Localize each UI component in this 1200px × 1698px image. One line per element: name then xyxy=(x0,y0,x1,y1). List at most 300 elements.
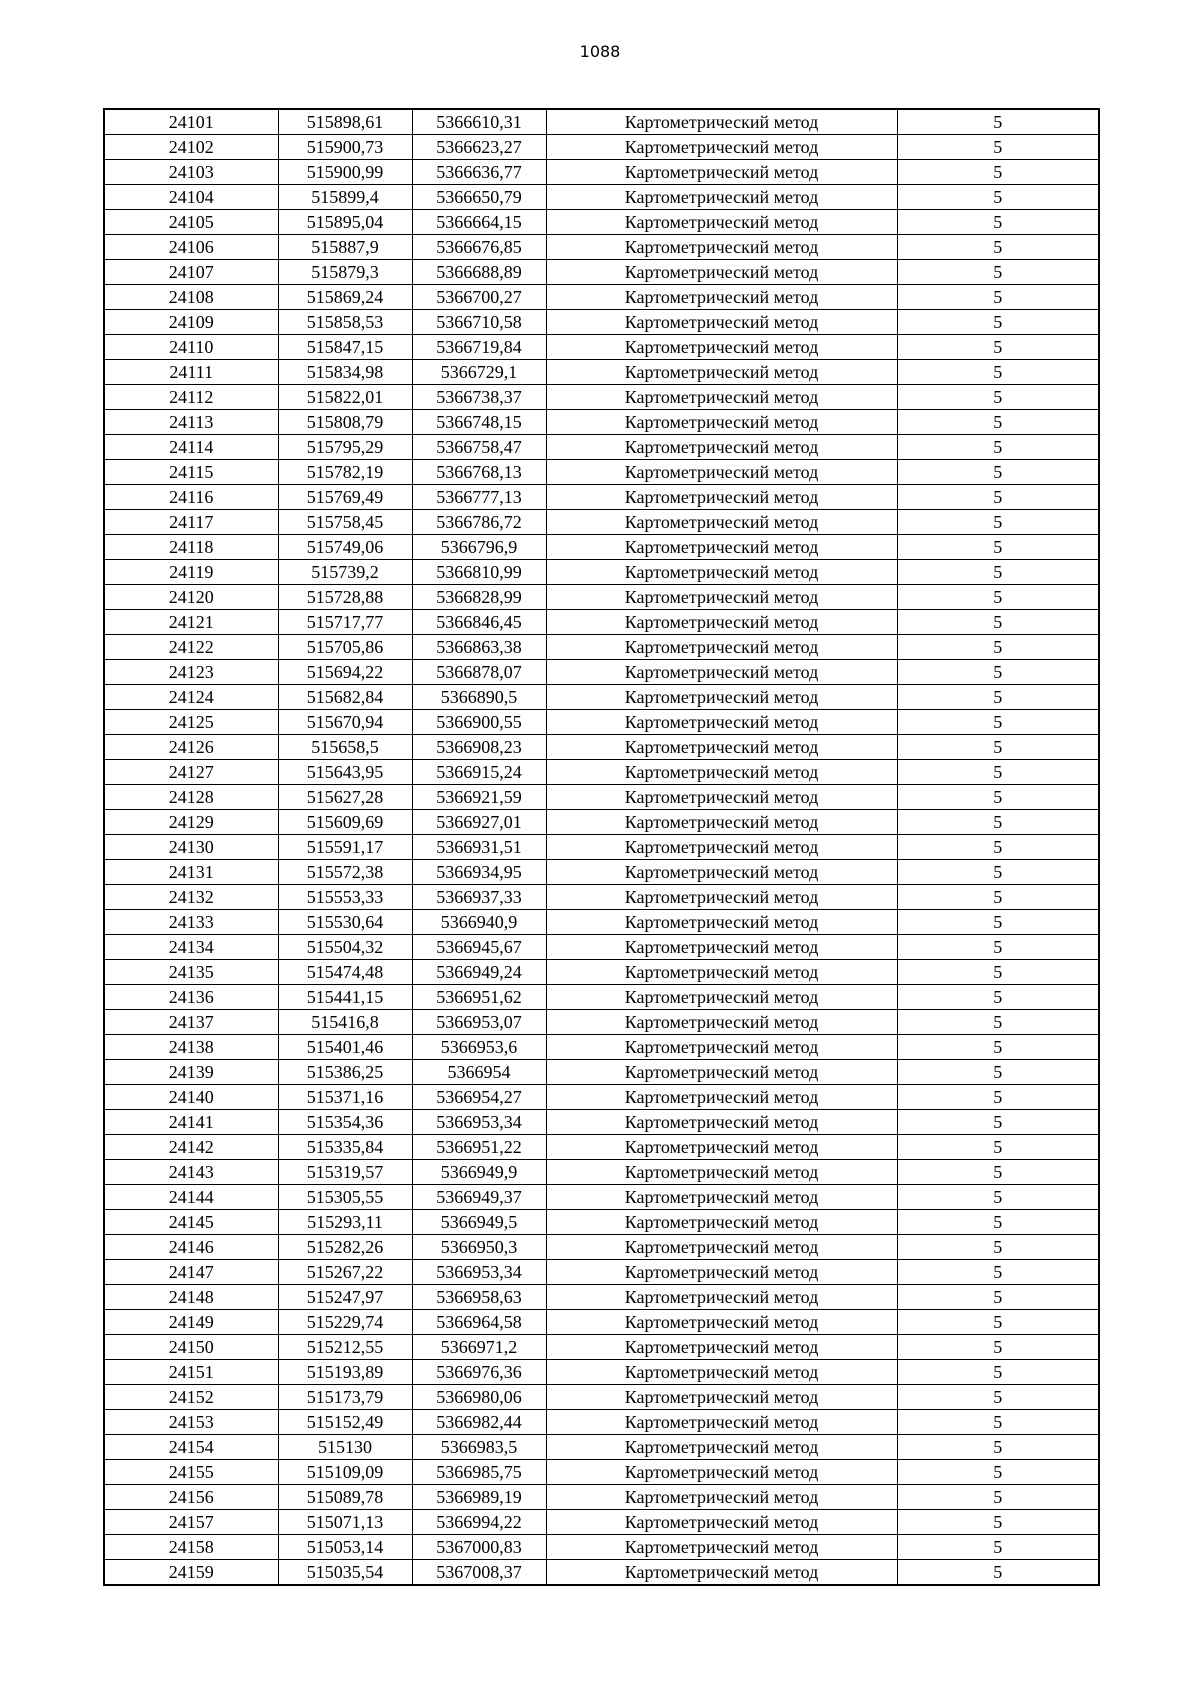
method-cell: Картометрический метод xyxy=(546,910,897,935)
table-row xyxy=(104,185,1099,210)
table-row xyxy=(104,485,1099,510)
table-row xyxy=(104,1385,1099,1410)
y-coordinate-cell: 5366953,07 xyxy=(412,1010,546,1035)
x-coordinate-cell: 515694,22 xyxy=(278,660,412,685)
accuracy-cell: 5 xyxy=(897,235,1099,260)
table-row xyxy=(104,1285,1099,1310)
table-row xyxy=(104,1235,1099,1260)
x-coordinate-cell: 515371,16 xyxy=(278,1085,412,1110)
accuracy-cell: 5 xyxy=(897,560,1099,585)
table-row xyxy=(104,1035,1099,1060)
y-coordinate-cell: 5366949,5 xyxy=(412,1210,546,1235)
method-cell: Картометрический метод xyxy=(546,1385,897,1410)
x-coordinate-cell: 515808,79 xyxy=(278,410,412,435)
method-cell: Картометрический метод xyxy=(546,1285,897,1310)
method-cell: Картометрический метод xyxy=(546,635,897,660)
point-number-cell: 24151 xyxy=(104,1360,278,1385)
y-coordinate-cell: 5366953,6 xyxy=(412,1035,546,1060)
method-cell: Картометрический метод xyxy=(546,1185,897,1210)
x-coordinate-cell: 515749,06 xyxy=(278,535,412,560)
x-coordinate-cell: 515769,49 xyxy=(278,485,412,510)
x-coordinate-cell: 515089,78 xyxy=(278,1485,412,1510)
y-coordinate-cell: 5366951,22 xyxy=(412,1135,546,1160)
method-cell: Картометрический метод xyxy=(546,1060,897,1085)
table-row xyxy=(104,460,1099,485)
coordinates-table xyxy=(103,108,1100,1586)
point-number-cell: 24159 xyxy=(104,1560,278,1586)
table-row xyxy=(104,885,1099,910)
accuracy-cell: 5 xyxy=(897,1535,1099,1560)
point-number-cell: 24142 xyxy=(104,1135,278,1160)
table-row xyxy=(104,235,1099,260)
y-coordinate-cell: 5366980,06 xyxy=(412,1385,546,1410)
accuracy-cell: 5 xyxy=(897,1110,1099,1135)
y-coordinate-cell: 5366976,36 xyxy=(412,1360,546,1385)
point-number-cell: 24154 xyxy=(104,1435,278,1460)
y-coordinate-cell: 5366758,47 xyxy=(412,435,546,460)
table-row xyxy=(104,210,1099,235)
accuracy-cell: 5 xyxy=(897,109,1099,135)
table-row xyxy=(104,685,1099,710)
accuracy-cell: 5 xyxy=(897,935,1099,960)
y-coordinate-cell: 5366878,07 xyxy=(412,660,546,685)
x-coordinate-cell: 515293,11 xyxy=(278,1210,412,1235)
x-coordinate-cell: 515173,79 xyxy=(278,1385,412,1410)
x-coordinate-cell: 515900,99 xyxy=(278,160,412,185)
method-cell: Картометрический метод xyxy=(546,885,897,910)
point-number-cell: 24110 xyxy=(104,335,278,360)
x-coordinate-cell: 515899,4 xyxy=(278,185,412,210)
y-coordinate-cell: 5366949,9 xyxy=(412,1160,546,1185)
point-number-cell: 24157 xyxy=(104,1510,278,1535)
accuracy-cell: 5 xyxy=(897,660,1099,685)
accuracy-cell: 5 xyxy=(897,760,1099,785)
method-cell: Картометрический метод xyxy=(546,810,897,835)
accuracy-cell: 5 xyxy=(897,1010,1099,1035)
y-coordinate-cell: 5366664,15 xyxy=(412,210,546,235)
accuracy-cell: 5 xyxy=(897,1060,1099,1085)
x-coordinate-cell: 515591,17 xyxy=(278,835,412,860)
accuracy-cell: 5 xyxy=(897,1410,1099,1435)
table-row xyxy=(104,760,1099,785)
point-number-cell: 24128 xyxy=(104,785,278,810)
accuracy-cell: 5 xyxy=(897,1335,1099,1360)
point-number-cell: 24124 xyxy=(104,685,278,710)
accuracy-cell: 5 xyxy=(897,535,1099,560)
y-coordinate-cell: 5366688,89 xyxy=(412,260,546,285)
accuracy-cell: 5 xyxy=(897,1285,1099,1310)
accuracy-cell: 5 xyxy=(897,1035,1099,1060)
method-cell: Картометрический метод xyxy=(546,510,897,535)
point-number-cell: 24115 xyxy=(104,460,278,485)
table-row xyxy=(104,1210,1099,1235)
y-coordinate-cell: 5366700,27 xyxy=(412,285,546,310)
point-number-cell: 24153 xyxy=(104,1410,278,1435)
x-coordinate-cell: 515109,09 xyxy=(278,1460,412,1485)
x-coordinate-cell: 515822,01 xyxy=(278,385,412,410)
table-row xyxy=(104,910,1099,935)
table-row xyxy=(104,1160,1099,1185)
x-coordinate-cell: 515416,8 xyxy=(278,1010,412,1035)
y-coordinate-cell: 5366949,37 xyxy=(412,1185,546,1210)
method-cell: Картометрический метод xyxy=(546,1460,897,1485)
y-coordinate-cell: 5366989,19 xyxy=(412,1485,546,1510)
point-number-cell: 24138 xyxy=(104,1035,278,1060)
method-cell: Картометрический метод xyxy=(546,1360,897,1385)
x-coordinate-cell: 515319,57 xyxy=(278,1160,412,1185)
accuracy-cell: 5 xyxy=(897,185,1099,210)
x-coordinate-cell: 515782,19 xyxy=(278,460,412,485)
method-cell: Картометрический метод xyxy=(546,1485,897,1510)
accuracy-cell: 5 xyxy=(897,860,1099,885)
table-row xyxy=(104,835,1099,860)
method-cell: Картометрический метод xyxy=(546,785,897,810)
point-number-cell: 24118 xyxy=(104,535,278,560)
method-cell: Картометрический метод xyxy=(546,1085,897,1110)
point-number-cell: 24137 xyxy=(104,1010,278,1035)
accuracy-cell: 5 xyxy=(897,685,1099,710)
method-cell: Картометрический метод xyxy=(546,1310,897,1335)
point-number-cell: 24131 xyxy=(104,860,278,885)
method-cell: Картометрический метод xyxy=(546,560,897,585)
y-coordinate-cell: 5366953,34 xyxy=(412,1260,546,1285)
point-number-cell: 24155 xyxy=(104,1460,278,1485)
point-number-cell: 24135 xyxy=(104,960,278,985)
y-coordinate-cell: 5366934,95 xyxy=(412,860,546,885)
x-coordinate-cell: 515643,95 xyxy=(278,760,412,785)
method-cell: Картометрический метод xyxy=(546,1335,897,1360)
point-number-cell: 24152 xyxy=(104,1385,278,1410)
method-cell: Картометрический метод xyxy=(546,260,897,285)
y-coordinate-cell: 5366900,55 xyxy=(412,710,546,735)
accuracy-cell: 5 xyxy=(897,1135,1099,1160)
x-coordinate-cell: 515229,74 xyxy=(278,1310,412,1335)
table-row xyxy=(104,735,1099,760)
method-cell: Картометрический метод xyxy=(546,1010,897,1035)
table-row xyxy=(104,635,1099,660)
x-coordinate-cell: 515879,3 xyxy=(278,260,412,285)
accuracy-cell: 5 xyxy=(897,460,1099,485)
table-row xyxy=(104,985,1099,1010)
x-coordinate-cell: 515847,15 xyxy=(278,335,412,360)
accuracy-cell: 5 xyxy=(897,835,1099,860)
point-number-cell: 24113 xyxy=(104,410,278,435)
point-number-cell: 24129 xyxy=(104,810,278,835)
table-row xyxy=(104,360,1099,385)
y-coordinate-cell: 5366994,22 xyxy=(412,1510,546,1535)
table-row xyxy=(104,160,1099,185)
point-number-cell: 24132 xyxy=(104,885,278,910)
y-coordinate-cell: 5366954,27 xyxy=(412,1085,546,1110)
y-coordinate-cell: 5366945,67 xyxy=(412,935,546,960)
point-number-cell: 24119 xyxy=(104,560,278,585)
table-row xyxy=(104,410,1099,435)
y-coordinate-cell: 5366610,31 xyxy=(412,109,546,135)
method-cell: Картометрический метод xyxy=(546,310,897,335)
accuracy-cell: 5 xyxy=(897,260,1099,285)
table-row xyxy=(104,335,1099,360)
table-row xyxy=(104,1185,1099,1210)
accuracy-cell: 5 xyxy=(897,1385,1099,1410)
accuracy-cell: 5 xyxy=(897,210,1099,235)
y-coordinate-cell: 5366768,13 xyxy=(412,460,546,485)
point-number-cell: 24109 xyxy=(104,310,278,335)
x-coordinate-cell: 515401,46 xyxy=(278,1035,412,1060)
x-coordinate-cell: 515193,89 xyxy=(278,1360,412,1385)
table-row xyxy=(104,109,1099,135)
method-cell: Картометрический метод xyxy=(546,1210,897,1235)
y-coordinate-cell: 5366863,38 xyxy=(412,635,546,660)
x-coordinate-cell: 515895,04 xyxy=(278,210,412,235)
accuracy-cell: 5 xyxy=(897,1560,1099,1586)
y-coordinate-cell: 5366950,3 xyxy=(412,1235,546,1260)
table-row xyxy=(104,710,1099,735)
point-number-cell: 24143 xyxy=(104,1160,278,1185)
x-coordinate-cell: 515858,53 xyxy=(278,310,412,335)
table-row xyxy=(104,585,1099,610)
x-coordinate-cell: 515212,55 xyxy=(278,1335,412,1360)
y-coordinate-cell: 5366777,13 xyxy=(412,485,546,510)
point-number-cell: 24127 xyxy=(104,760,278,785)
method-cell: Картометрический метод xyxy=(546,685,897,710)
x-coordinate-cell: 515354,36 xyxy=(278,1110,412,1135)
x-coordinate-cell: 515739,2 xyxy=(278,560,412,585)
point-number-cell: 24104 xyxy=(104,185,278,210)
method-cell: Картометрический метод xyxy=(546,185,897,210)
point-number-cell: 24140 xyxy=(104,1085,278,1110)
x-coordinate-cell: 515335,84 xyxy=(278,1135,412,1160)
accuracy-cell: 5 xyxy=(897,310,1099,335)
method-cell: Картометрический метод xyxy=(546,1410,897,1435)
table-row xyxy=(104,1335,1099,1360)
table-row xyxy=(104,935,1099,960)
accuracy-cell: 5 xyxy=(897,335,1099,360)
table-row xyxy=(104,560,1099,585)
x-coordinate-cell: 515504,32 xyxy=(278,935,412,960)
x-coordinate-cell: 515267,22 xyxy=(278,1260,412,1285)
table-row xyxy=(104,660,1099,685)
method-cell: Картометрический метод xyxy=(546,935,897,960)
table-row xyxy=(104,1310,1099,1335)
accuracy-cell: 5 xyxy=(897,1210,1099,1235)
point-number-cell: 24156 xyxy=(104,1485,278,1510)
table-row xyxy=(104,535,1099,560)
x-coordinate-cell: 515035,54 xyxy=(278,1560,412,1586)
y-coordinate-cell: 5366796,9 xyxy=(412,535,546,560)
x-coordinate-cell: 515627,28 xyxy=(278,785,412,810)
method-cell: Картометрический метод xyxy=(546,1260,897,1285)
y-coordinate-cell: 5366958,63 xyxy=(412,1285,546,1310)
x-coordinate-cell: 515717,77 xyxy=(278,610,412,635)
method-cell: Картометрический метод xyxy=(546,285,897,310)
method-cell: Картометрический метод xyxy=(546,135,897,160)
method-cell: Картометрический метод xyxy=(546,235,897,260)
method-cell: Картометрический метод xyxy=(546,985,897,1010)
accuracy-cell: 5 xyxy=(897,485,1099,510)
method-cell: Картометрический метод xyxy=(546,660,897,685)
accuracy-cell: 5 xyxy=(897,585,1099,610)
point-number-cell: 24144 xyxy=(104,1185,278,1210)
method-cell: Картометрический метод xyxy=(546,1110,897,1135)
point-number-cell: 24105 xyxy=(104,210,278,235)
accuracy-cell: 5 xyxy=(897,1460,1099,1485)
x-coordinate-cell: 515758,45 xyxy=(278,510,412,535)
accuracy-cell: 5 xyxy=(897,385,1099,410)
accuracy-cell: 5 xyxy=(897,1310,1099,1335)
x-coordinate-cell: 515869,24 xyxy=(278,285,412,310)
x-coordinate-cell: 515834,98 xyxy=(278,360,412,385)
page-number: 1088 xyxy=(579,42,621,61)
coordinates-table-body xyxy=(104,109,1099,1585)
y-coordinate-cell: 5366954 xyxy=(412,1060,546,1085)
accuracy-cell: 5 xyxy=(897,635,1099,660)
table-row xyxy=(104,1485,1099,1510)
method-cell: Картометрический метод xyxy=(546,735,897,760)
y-coordinate-cell: 5366985,75 xyxy=(412,1460,546,1485)
method-cell: Картометрический метод xyxy=(546,835,897,860)
accuracy-cell: 5 xyxy=(897,1260,1099,1285)
method-cell: Картометрический метод xyxy=(546,960,897,985)
x-coordinate-cell: 515609,69 xyxy=(278,810,412,835)
accuracy-cell: 5 xyxy=(897,410,1099,435)
accuracy-cell: 5 xyxy=(897,510,1099,535)
method-cell: Картометрический метод xyxy=(546,1035,897,1060)
y-coordinate-cell: 5367008,37 xyxy=(412,1560,546,1586)
x-coordinate-cell: 515247,97 xyxy=(278,1285,412,1310)
x-coordinate-cell: 515728,88 xyxy=(278,585,412,610)
y-coordinate-cell: 5366915,24 xyxy=(412,760,546,785)
method-cell: Картометрический метод xyxy=(546,335,897,360)
point-number-cell: 24158 xyxy=(104,1535,278,1560)
y-coordinate-cell: 5366846,45 xyxy=(412,610,546,635)
point-number-cell: 24148 xyxy=(104,1285,278,1310)
y-coordinate-cell: 5366953,34 xyxy=(412,1110,546,1135)
method-cell: Картометрический метод xyxy=(546,435,897,460)
accuracy-cell: 5 xyxy=(897,1485,1099,1510)
y-coordinate-cell: 5366964,58 xyxy=(412,1310,546,1335)
table-row xyxy=(104,1410,1099,1435)
table-row xyxy=(104,1510,1099,1535)
y-coordinate-cell: 5366949,24 xyxy=(412,960,546,985)
x-coordinate-cell: 515530,64 xyxy=(278,910,412,935)
y-coordinate-cell: 5366786,72 xyxy=(412,510,546,535)
table-row xyxy=(104,785,1099,810)
method-cell: Картометрический метод xyxy=(546,1510,897,1535)
accuracy-cell: 5 xyxy=(897,1185,1099,1210)
point-number-cell: 24120 xyxy=(104,585,278,610)
point-number-cell: 24147 xyxy=(104,1260,278,1285)
accuracy-cell: 5 xyxy=(897,160,1099,185)
y-coordinate-cell: 5366921,59 xyxy=(412,785,546,810)
y-coordinate-cell: 5366940,9 xyxy=(412,910,546,935)
method-cell: Картометрический метод xyxy=(546,585,897,610)
x-coordinate-cell: 515572,38 xyxy=(278,860,412,885)
point-number-cell: 24136 xyxy=(104,985,278,1010)
table-row xyxy=(104,1560,1099,1586)
accuracy-cell: 5 xyxy=(897,910,1099,935)
accuracy-cell: 5 xyxy=(897,435,1099,460)
y-coordinate-cell: 5366676,85 xyxy=(412,235,546,260)
table-row xyxy=(104,1460,1099,1485)
accuracy-cell: 5 xyxy=(897,985,1099,1010)
point-number-cell: 24112 xyxy=(104,385,278,410)
x-coordinate-cell: 515898,61 xyxy=(278,109,412,135)
accuracy-cell: 5 xyxy=(897,960,1099,985)
method-cell: Картометрический метод xyxy=(546,760,897,785)
x-coordinate-cell: 515795,29 xyxy=(278,435,412,460)
x-coordinate-cell: 515152,49 xyxy=(278,1410,412,1435)
point-number-cell: 24103 xyxy=(104,160,278,185)
point-number-cell: 24122 xyxy=(104,635,278,660)
x-coordinate-cell: 515305,55 xyxy=(278,1185,412,1210)
x-coordinate-cell: 515887,9 xyxy=(278,235,412,260)
y-coordinate-cell: 5366719,84 xyxy=(412,335,546,360)
point-number-cell: 24130 xyxy=(104,835,278,860)
table-row xyxy=(104,1085,1099,1110)
method-cell: Картометрический метод xyxy=(546,1560,897,1586)
accuracy-cell: 5 xyxy=(897,285,1099,310)
point-number-cell: 24106 xyxy=(104,235,278,260)
y-coordinate-cell: 5366748,15 xyxy=(412,410,546,435)
table-row xyxy=(104,285,1099,310)
table-row xyxy=(104,1110,1099,1135)
y-coordinate-cell: 5366623,27 xyxy=(412,135,546,160)
x-coordinate-cell: 515553,33 xyxy=(278,885,412,910)
table-row xyxy=(104,810,1099,835)
accuracy-cell: 5 xyxy=(897,710,1099,735)
point-number-cell: 24123 xyxy=(104,660,278,685)
method-cell: Картометрический метод xyxy=(546,710,897,735)
method-cell: Картометрический метод xyxy=(546,160,897,185)
method-cell: Картометрический метод xyxy=(546,210,897,235)
accuracy-cell: 5 xyxy=(897,1085,1099,1110)
x-coordinate-cell: 515682,84 xyxy=(278,685,412,710)
y-coordinate-cell: 5366971,2 xyxy=(412,1335,546,1360)
table-row xyxy=(104,1260,1099,1285)
y-coordinate-cell: 5366931,51 xyxy=(412,835,546,860)
x-coordinate-cell: 515386,25 xyxy=(278,1060,412,1085)
point-number-cell: 24141 xyxy=(104,1110,278,1135)
point-number-cell: 24117 xyxy=(104,510,278,535)
x-coordinate-cell: 515282,26 xyxy=(278,1235,412,1260)
x-coordinate-cell: 515658,5 xyxy=(278,735,412,760)
point-number-cell: 24139 xyxy=(104,1060,278,1085)
y-coordinate-cell: 5366983,5 xyxy=(412,1435,546,1460)
table-row xyxy=(104,1060,1099,1085)
point-number-cell: 24111 xyxy=(104,360,278,385)
accuracy-cell: 5 xyxy=(897,360,1099,385)
y-coordinate-cell: 5366738,37 xyxy=(412,385,546,410)
method-cell: Картометрический метод xyxy=(546,460,897,485)
point-number-cell: 24150 xyxy=(104,1335,278,1360)
x-coordinate-cell: 515670,94 xyxy=(278,710,412,735)
accuracy-cell: 5 xyxy=(897,1160,1099,1185)
point-number-cell: 24102 xyxy=(104,135,278,160)
method-cell: Картометрический метод xyxy=(546,535,897,560)
accuracy-cell: 5 xyxy=(897,1435,1099,1460)
accuracy-cell: 5 xyxy=(897,810,1099,835)
method-cell: Картометрический метод xyxy=(546,410,897,435)
accuracy-cell: 5 xyxy=(897,1360,1099,1385)
table-row xyxy=(104,1360,1099,1385)
y-coordinate-cell: 5366927,01 xyxy=(412,810,546,835)
point-number-cell: 24114 xyxy=(104,435,278,460)
method-cell: Картометрический метод xyxy=(546,385,897,410)
y-coordinate-cell: 5366828,99 xyxy=(412,585,546,610)
accuracy-cell: 5 xyxy=(897,735,1099,760)
accuracy-cell: 5 xyxy=(897,785,1099,810)
method-cell: Картометрический метод xyxy=(546,860,897,885)
